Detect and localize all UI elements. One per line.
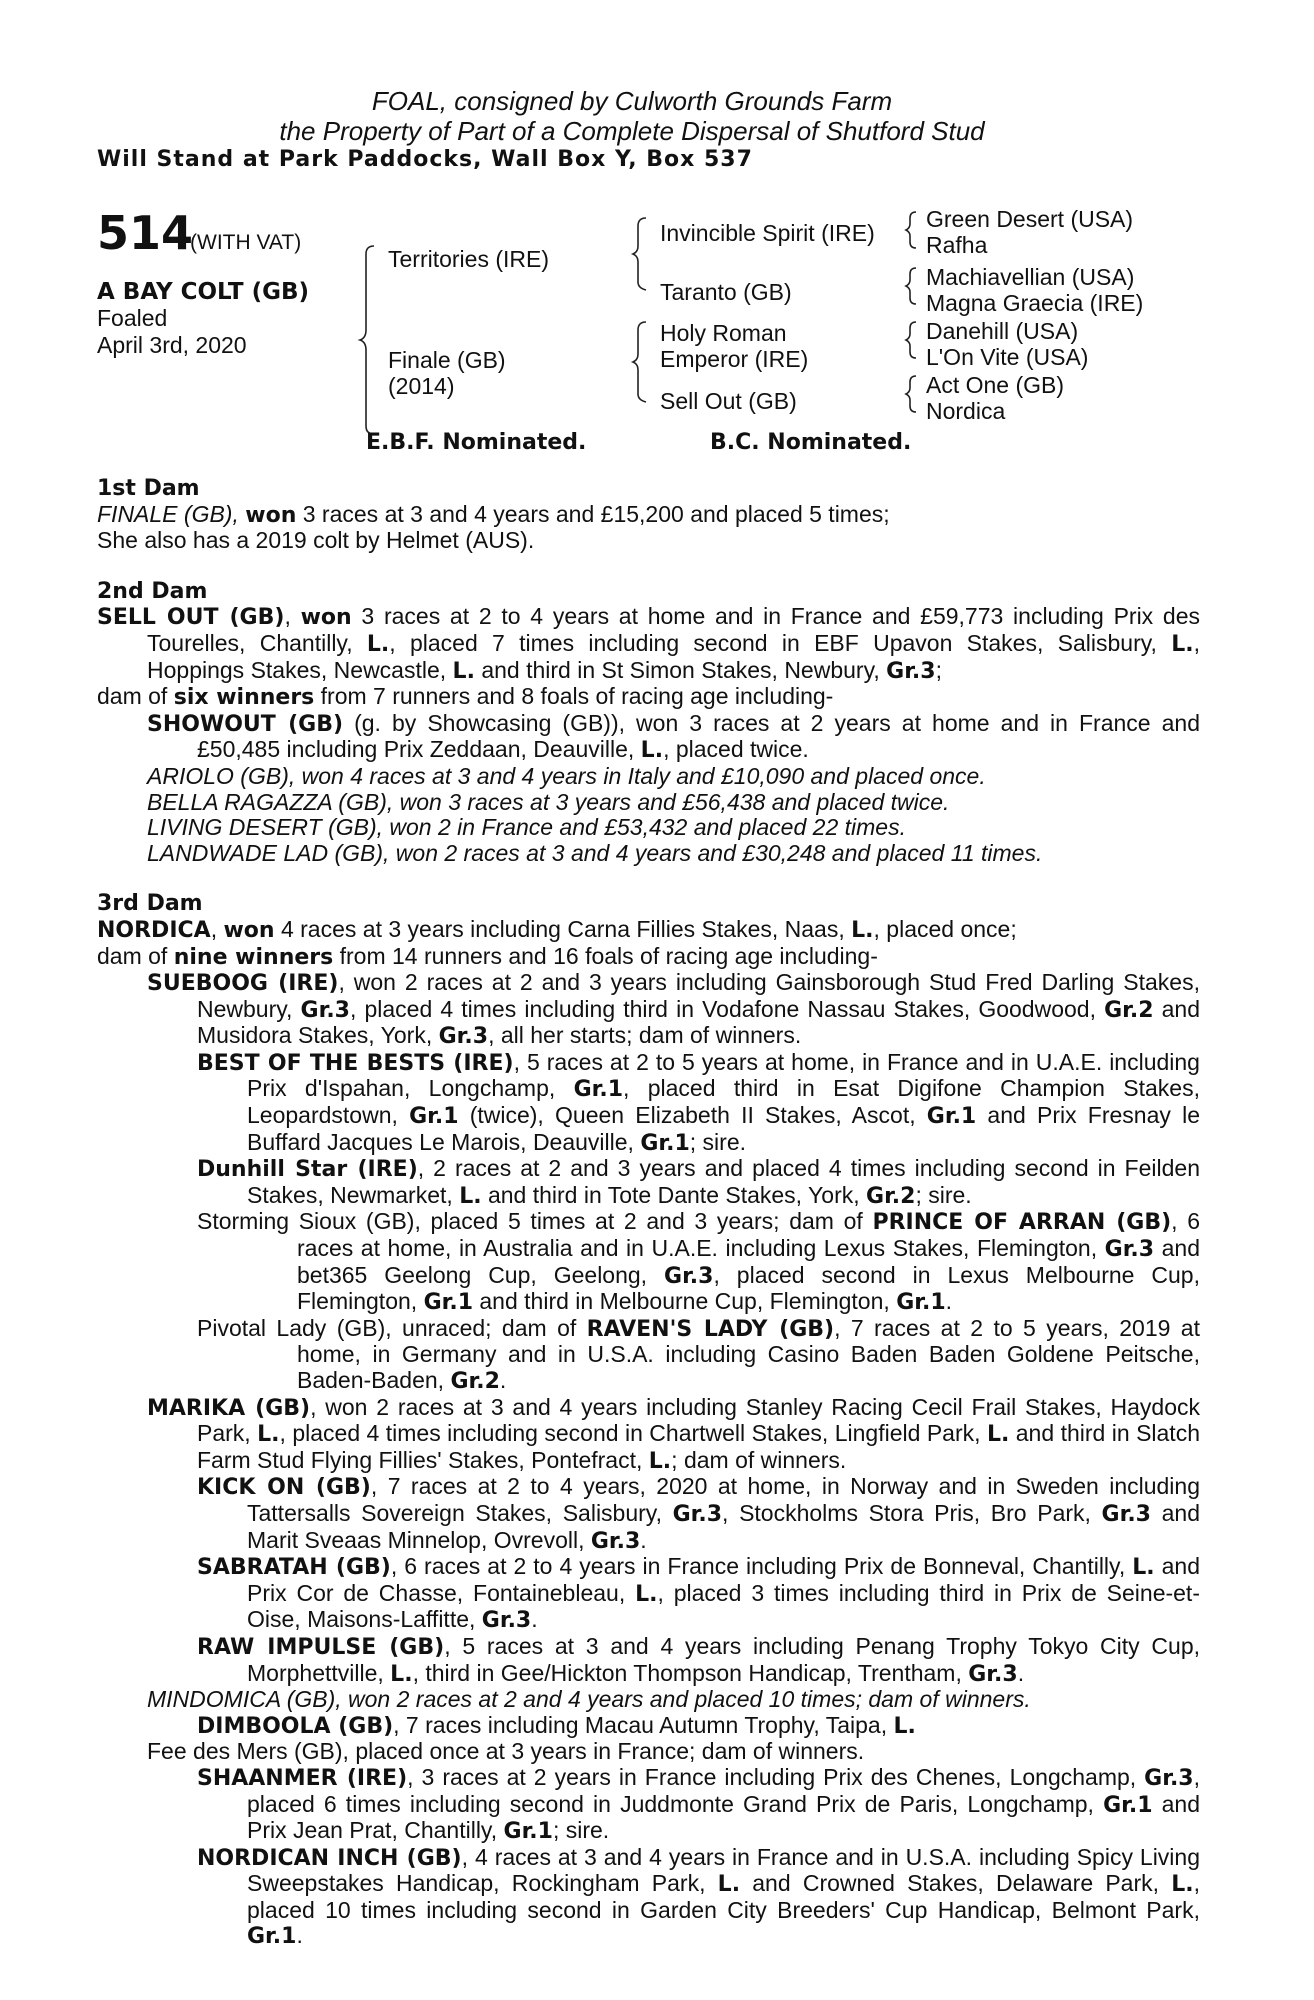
pedigree-dam-sire-line1: Holy Roman	[660, 320, 787, 346]
pedigree-dam-sire-line2: Emperor (IRE)	[660, 346, 809, 372]
bc-nominated: B.C. Nominated.	[710, 430, 912, 455]
lot-number: 514	[97, 206, 194, 260]
third-dam-heading: 3rd Dam	[97, 891, 203, 917]
produce-sabratah: SABRATAH (GB), 6 races at 2 to 4 years in France including Prix de Bonneval, Chantilly, L. and Prix Cor de Chasse, Fontainebleau, L., placed 3 times including third in Prix de Seine-et-Oise, Maisons-Laffitte, Gr.3.	[197, 1553, 1201, 1634]
produce-showout: SHOWOUT (GB) (g. by Showcasing (GB)), won 3 races at 2 years at home and in France and £50,485 including Prix Zeddaan, Deauville, L., placed twice.	[147, 709, 1200, 764]
produce-dimboola: DIMBOOLA (GB), 7 races including Macau Autumn Trophy, Taipa, L.	[197, 1711, 916, 1739]
second-dam-dam-of: dam of six winners from 7 runners and 8 foals of racing age including-	[97, 683, 834, 711]
produce-marika: MARIKA (GB), won 2 races at 3 and 4 years including Stanley Racing Cecil Frail Stakes, Haydock Park, L., placed 4 times including second in Chartwell Stakes, Lingfield Park, L. and third in Slatch Farm Stud Flying Fillies' Stakes, Pontefract, L.; dam of winners.	[147, 1393, 1200, 1474]
produce-storming-sioux: Storming Sioux (GB), placed 5 times at 2 and 3 years; dam of PRINCE OF ARRAN (GB), 6 races at home, in Australia and in U.A.E. including Lexus Stakes, Flemington, Gr.3 and bet365 Geelong Cup, Geelong, Gr.3, placed second in Lexus Melbourne Cup, Flemington, Gr.1 and third in Melbourne Cup, Flemington, Gr.1.	[197, 1208, 1201, 1316]
first-dam-entry: FINALE (GB), won 3 races at 3 and 4 years and £15,200 and placed 5 times;	[97, 500, 890, 528]
foaled-date: April 3rd, 2020	[97, 332, 247, 358]
vat-note: (WITH VAT)	[190, 231, 302, 254]
produce-mindomica: MINDOMICA (GB), won 2 races at 2 and 4 years and placed 10 times; dam of winners.	[147, 1686, 1031, 1713]
pedigree-dam-line1: Finale (GB)	[388, 347, 506, 373]
stand-location: Will Stand at Park Paddocks, Wall Box Y, Box 537	[97, 147, 753, 172]
pedigree-gen3-sds: Machiavellian (USA)	[926, 264, 1135, 290]
pedigree-sire-dam: Taranto (GB)	[660, 279, 792, 305]
pedigree-sire-sire: Invincible Spirit (IRE)	[660, 220, 875, 246]
property-line: the Property of Part of a Complete Dispersal of Shutford Stud	[279, 116, 985, 146]
produce-shaanmer: SHAANMER (IRE), 3 races at 2 years in France including Prix des Chenes, Longchamp, Gr.3, placed 6 times including second in Juddmonte Grand Prix de Paris, Longchamp, Gr.1 and Prix Jean Prat, Chantilly, Gr.1; sire.	[197, 1763, 1200, 1845]
produce-raw-impulse: RAW IMPULSE (GB), 5 races at 3 and 4 years including Penang Trophy Tokyo City Cup, Morphettville, L., third in Gee/Hickton Thompson Handicap, Trentham, Gr.3.	[197, 1632, 1200, 1687]
pedigree-gen3-ddd: Nordica	[926, 398, 1006, 424]
produce-kick-on: KICK ON (GB), 7 races at 2 to 4 years, 2020 at home, in Norway and in Sweden including Tattersalls Sovereign Stakes, Salisbury, Gr.3, Stockholms Stora Pris, Bro Park, Gr.3 and Marit Sveaas Minnelop, Ovrevoll, Gr.3.	[197, 1473, 1201, 1554]
pedigree-gen3-sss: Green Desert (USA)	[926, 206, 1134, 232]
ebf-nominated: E.B.F. Nominated.	[366, 430, 587, 455]
pedigree-gen3-ssd: Rafha	[926, 232, 988, 258]
first-dam-heading: 1st Dam	[97, 476, 200, 501]
catalogue-body	[97, 476, 1200, 1950]
produce-dunhill-star: Dunhill Star (IRE), 2 races at 2 and 3 years and placed 4 times including second in Feilden Stakes, Newmarket, L. and third in Tote Dante Stakes, York, Gr.2; sire.	[197, 1155, 1200, 1209]
third-dam-entry: NORDICA, won 4 races at 3 years including Carna Fillies Stakes, Naas, L., placed once;	[97, 915, 1017, 943]
produce-bella-ragazza: BELLA RAGAZZA (GB), won 3 races at 3 years and £56,438 and placed twice.	[147, 788, 950, 815]
foaled-label: Foaled	[97, 305, 168, 331]
produce-best-of-the-bests: BEST OF THE BESTS (IRE), 5 races at 2 to 5 years at home, in France and in U.A.E. including Prix d'Ispahan, Longchamp, Gr.1, placed third in Esat Digifone Champion Stakes, Leopardstown, Gr.1 (twice), Queen Elizabeth II Stakes, Ascot, Gr.1 and Prix Fresnay le Buffard Jacques Le Marois, Deauville, Gr.1; sire.	[197, 1048, 1200, 1156]
produce-ariolo: ARIOLO (GB), won 4 races at 3 and 4 years in Italy and £10,090 and placed once.	[147, 762, 986, 789]
produce-landwade-lad: LANDWADE LAD (GB), won 2 races at 3 and 4 years and £30,248 and placed 11 times.	[147, 839, 1043, 866]
produce-sueboog: SUEBOOG (IRE), won 2 races at 2 and 3 years including Gainsborough Stud Fred Darling Stakes, Newbury, Gr.3, placed 4 times including third in Vodafone Nassau Stakes, Goodwood, Gr.2 and Musidora Stakes, York, Gr.3, all her starts; dam of winners.	[147, 969, 1201, 1050]
pedigree-dam-dam: Sell Out (GB)	[660, 388, 797, 414]
second-dam-entry: SELL OUT (GB), won 3 races at 2 to 4 years at home and in France and £59,773 including Prix des Tourelles, Chantilly, L., placed 7 times including second in EBF Upavon Stakes, Salisbury, L., Hoppings Stakes, Newcastle, L. and third in St Simon Stakes, Newbury, Gr.3;	[97, 603, 1200, 684]
lot-description: A BAY COLT (GB)	[97, 279, 310, 305]
pedigree-gen3-dds: Act One (GB)	[926, 372, 1065, 398]
first-dam-produce: She also has a 2019 colt by Helmet (AUS).	[97, 527, 535, 554]
produce-pivotal-lady: Pivotal Lady (GB), unraced; dam of RAVEN'S LADY (GB), 7 races at 2 to 5 years, 2019 at home, in Germany and in U.S.A. including Casino Baden Baden Goldene Peitsche, Baden-Baden, Gr.2.	[197, 1314, 1200, 1394]
produce-living-desert: LIVING DESERT (GB), won 2 in France and £53,432 and placed 22 times.	[147, 814, 906, 841]
consignor-line: FOAL, consigned by Culworth Grounds Farm	[371, 86, 893, 116]
third-dam-dam-of: dam of nine winners from 14 runners and 16 foals of racing age including-	[97, 942, 878, 970]
pedigree-gen3-sdd: Magna Graecia (IRE)	[926, 290, 1144, 316]
second-dam-heading: 2nd Dam	[97, 578, 208, 604]
produce-nordican-inch: NORDICAN INCH (GB), 4 races at 3 and 4 years in France and in U.S.A. including Spicy Living Sweepstakes Handicap, Rockingham Park, L. and Crowned Stakes, Delaware Park, L., placed 10 times including second in Garden City Breeders' Cup Handicap, Belmont Park, Gr.1.	[197, 1843, 1200, 1950]
pedigree-dam-line2: (2014)	[388, 373, 455, 399]
pedigree-sire: Territories (IRE)	[388, 246, 550, 272]
pedigree-gen3-dsd: L'On Vite (USA)	[926, 344, 1089, 370]
produce-fee-des-mers: Fee des Mers (GB), placed once at 3 years in France; dam of winners.	[147, 1738, 865, 1765]
pedigree-gen3-dss: Danehill (USA)	[926, 318, 1079, 344]
